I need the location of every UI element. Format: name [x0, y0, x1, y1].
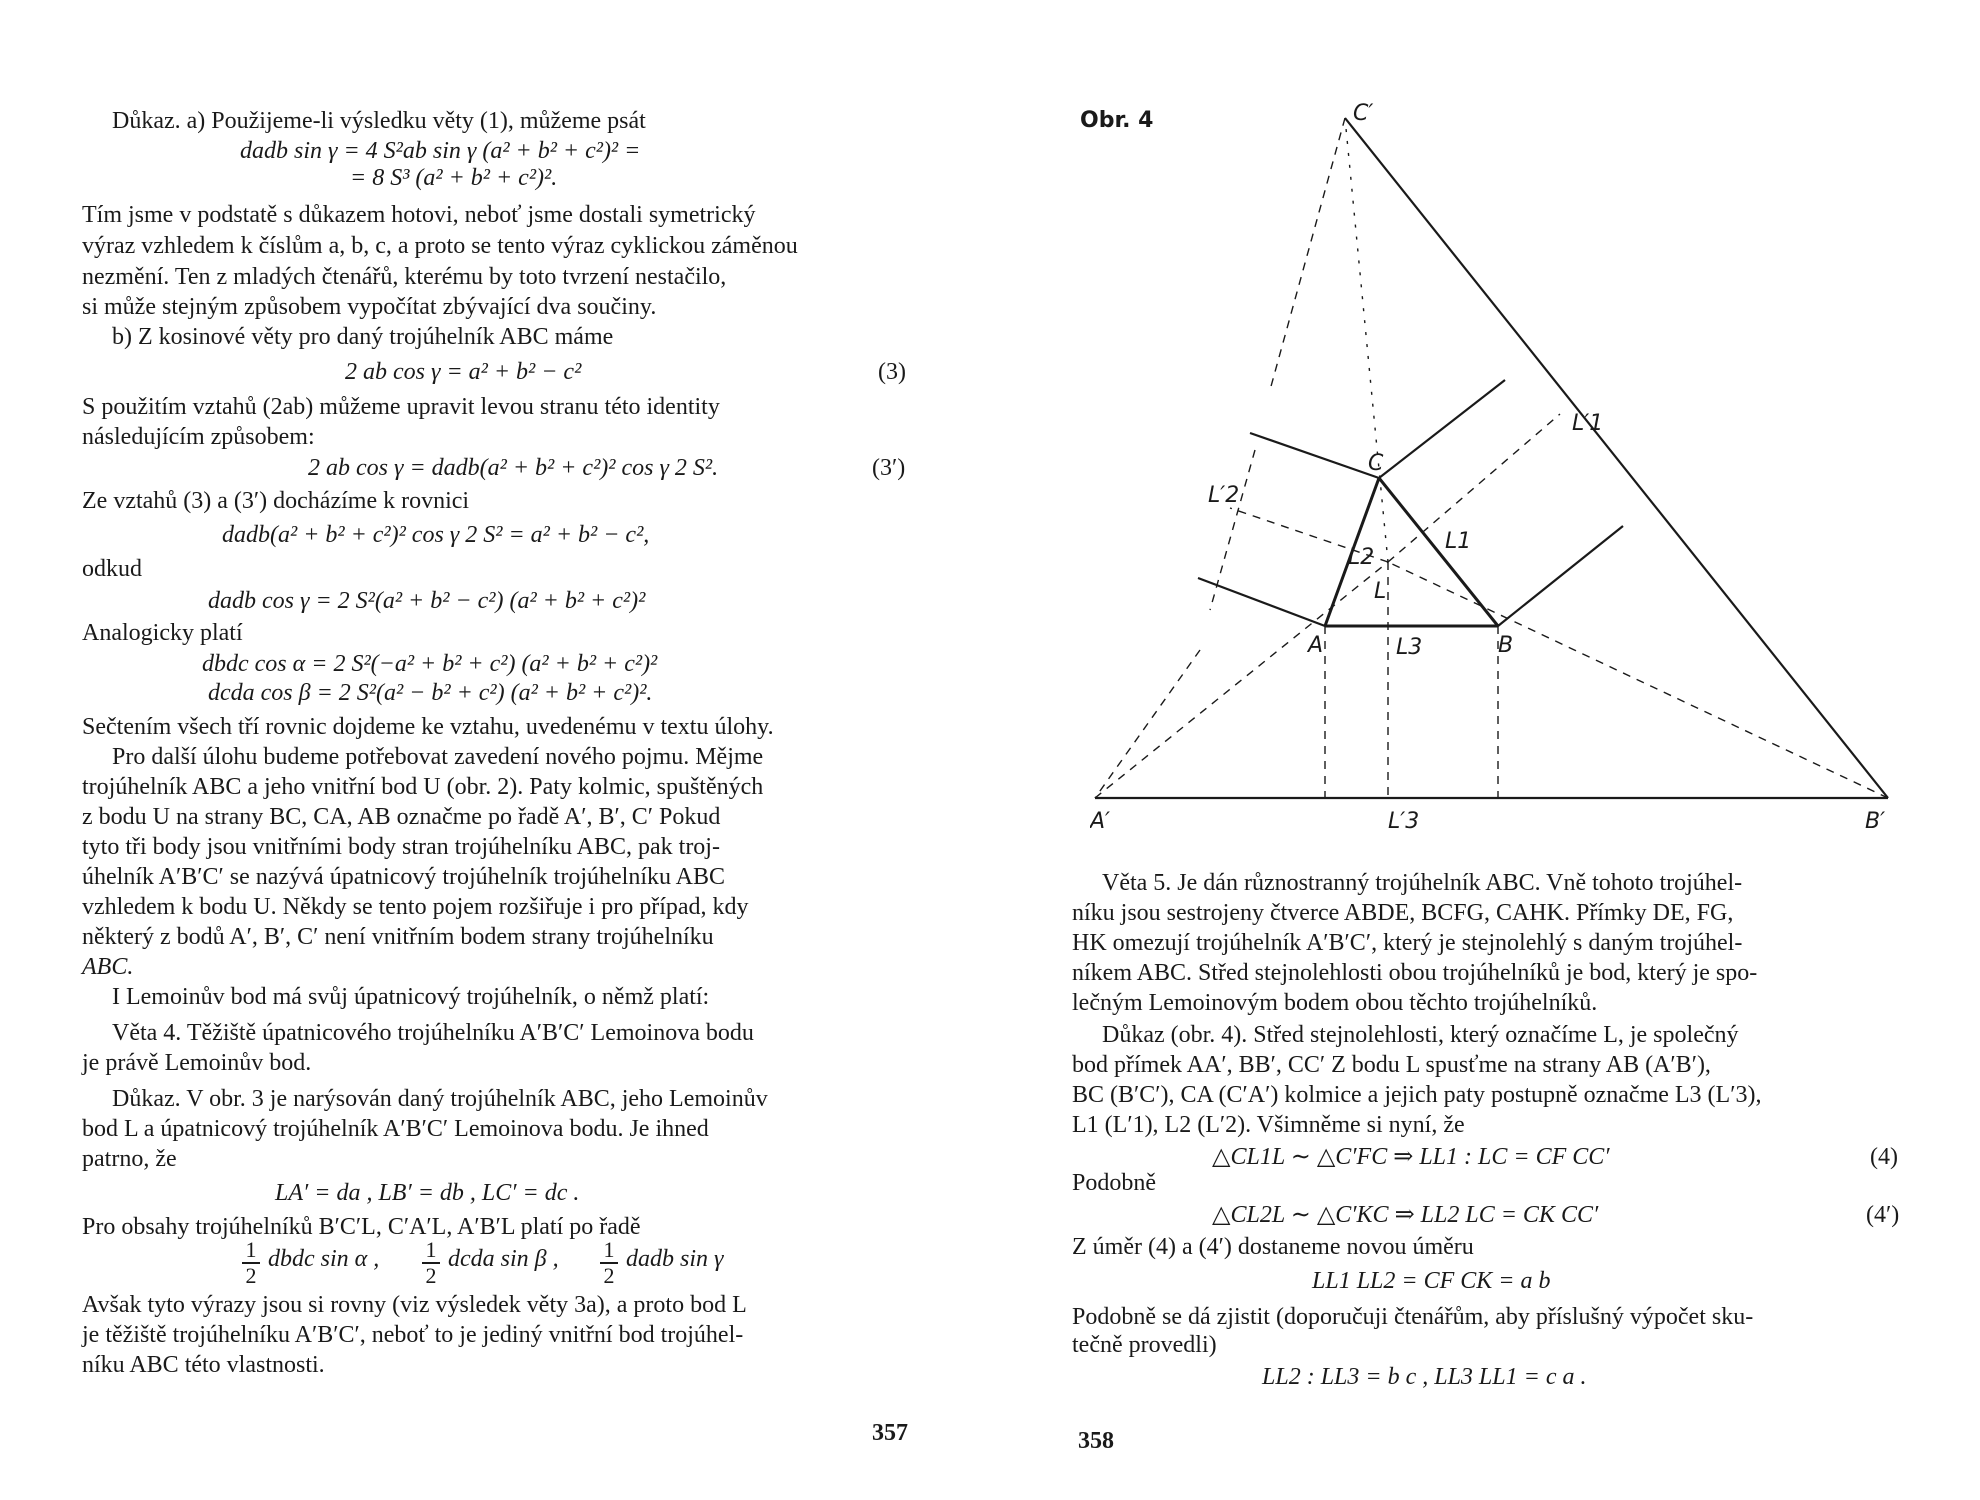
text-line: Ze vztahů (3) a (3′) docházíme k rovnici: [82, 488, 470, 514]
text-line: Tím jsme v podstatě s důkazem hotovi, neboť jsme dostali symetrický: [82, 202, 756, 228]
equation-number: (4′): [1866, 1202, 1900, 1228]
page-358: [990, 0, 1980, 1500]
text-line: trojúhelník ABC a jeho vnitřní bod U (obr. 2). Paty kolmic, spuštěných: [82, 774, 764, 800]
theorem-5-line: níkem ABC. Střed stejnolehlosti obou trojúhelníků je bod, který je spo-: [1072, 960, 1758, 986]
theorem-5-line: HK omezují trojúhelník A′B′C′, který je stejnolehlý s daným trojúhel-: [1072, 930, 1743, 956]
text-line: patrno, že: [82, 1146, 177, 1172]
equation: 2 ab cos γ = dadb(a² + b² + c²)² cos γ 2 S².: [308, 455, 719, 481]
text-line: odkud: [82, 556, 142, 582]
label-l1-prime: L′1: [1572, 411, 1604, 436]
text-line: nezmění. Ten z mladých čtenářů, kterému by toto tvrzení nestačilo,: [82, 264, 727, 290]
text-line: Avšak tyto výrazy jsou si rovny (viz výsledek věty 3a), a proto bod L: [82, 1292, 747, 1318]
page-number: 357: [872, 1420, 908, 1446]
text-line: ABC.: [82, 954, 134, 980]
equation-number: (3′): [872, 455, 906, 481]
text-line: vzhledem k bodu U. Někdy se tento pojem rozšiřuje i pro případ, kdy: [82, 894, 749, 920]
text-line: z bodu U na strany BC, CA, AB označme po řadě A′, B′, C′ Pokud: [82, 804, 721, 830]
label-l1: L1: [1445, 529, 1472, 554]
theorem-4-line: Věta 4. Těžiště úpatnicového trojúhelníku A′B′C′ Lemoinova bodu: [112, 1020, 754, 1046]
theorem-5-line: lečným Lemoinovým bodem obou těchto trojúhelníků.: [1072, 990, 1598, 1016]
text-line: Podobně: [1072, 1170, 1156, 1196]
label-b-prime: B′: [1865, 809, 1886, 834]
label-l3: L3: [1396, 635, 1423, 660]
text-line: bod přímek AA′, BB′, CC′ Z bodu L spusťme na strany AB (A′B′),: [1072, 1052, 1711, 1078]
text-line: tyto tři body jsou vnitřními body stran trojúhelníku ABC, pak troj-: [82, 834, 720, 860]
fraction-denominator: 2: [245, 1263, 257, 1288]
text-line: úhelník A′B′C′ se nazývá úpatnicový trojúhelník trojúhelníku ABC: [82, 864, 726, 890]
fraction-numerator: 1: [603, 1237, 615, 1262]
equation: dcda cos β = 2 S²(a² − b² + c²) (a² + b² + c²)².: [208, 680, 653, 706]
text-line: tečně provedli): [1072, 1332, 1217, 1358]
equation: △CL1L ∼ △C′FC ⇒ LL1 : LC = CF CC′: [1212, 1144, 1610, 1170]
text-line: následujícím způsobem:: [82, 424, 315, 450]
text-line: Pro další úlohu budeme potřebovat zavedení nového pojmu. Mějme: [112, 744, 764, 770]
fraction-denominator: 2: [603, 1263, 615, 1288]
text-line: Podobně se dá zjistit (doporučuji čtenářům, aby příslušný výpočet sku-: [1072, 1304, 1754, 1330]
text-line: Z úměr (4) a (4′) dostaneme novou úměru: [1072, 1234, 1474, 1260]
equation: LL2 : LL3 = b c , LL3 LL1 = c a .: [1262, 1364, 1587, 1390]
text-line: je těžiště trojúhelníku A′B′C′, neboť to je jediný vnitřní bod trojúhel-: [82, 1322, 744, 1348]
label-c: C: [1368, 451, 1384, 476]
label-l2-prime: L′2: [1208, 483, 1240, 508]
equation: dbdc sin α ,: [268, 1246, 380, 1272]
text-line: níku ABC této vlastnosti.: [82, 1352, 325, 1378]
equation: dbdc cos α = 2 S²(−a² + b² + c²) (a² + b² + c²)²: [202, 651, 658, 677]
text-line: Pro obsahy trojúhelníků B′C′L, C′A′L, A′B′L platí po řadě: [82, 1214, 641, 1240]
label-a-prime: A′: [1090, 809, 1111, 834]
text-line: si může stejným způsobem vypočítat zbývající dva součiny.: [82, 294, 657, 320]
text-line: Analogicky platí: [82, 620, 243, 646]
label-b: B: [1498, 633, 1514, 658]
text-line: Důkaz (obr. 4). Střed stejnolehlosti, který označíme L, je společný: [1102, 1022, 1739, 1048]
label-l2: L2: [1348, 545, 1375, 570]
label-l: L: [1374, 579, 1387, 604]
page-number: 358: [1078, 1428, 1114, 1454]
equation: dadb cos γ = 2 S²(a² + b² − c²) (a² + b² + c²)²: [208, 588, 646, 614]
equation: LL1 LL2 = CF CK = a b: [1312, 1268, 1551, 1294]
fraction-denominator: 2: [425, 1263, 437, 1288]
text-line: Důkaz. V obr. 3 je narýsován daný trojúhelník ABC, jeho Lemoinův: [112, 1086, 768, 1112]
equation: 2 ab cos γ = a² + b² − c²: [345, 359, 582, 385]
theorem-5-line: Věta 5. Je dán různostranný trojúhelník ABC. Vně tohoto trojúhel-: [1102, 870, 1743, 896]
text-line: výraz vzhledem k číslům a, b, c, a proto se tento výraz cyklickou záměnou: [82, 233, 798, 259]
text-line: Sečtením všech tří rovnic dojdeme ke vztahu, uvedenému v textu úlohy.: [82, 714, 774, 740]
text-line: Důkaz. a) Použijeme-li výsledku věty (1), můžeme psát: [112, 108, 646, 134]
theorem-4-line: je právě Lemoinův bod.: [82, 1050, 312, 1076]
text-line: některý z bodů A′, B′, C′ není vnitřním bodem strany trojúhelníku: [82, 924, 714, 950]
equation: dadb(a² + b² + c²)² cos γ 2 S² = a² + b² − c²,: [222, 522, 650, 548]
equation-number: (3): [878, 359, 906, 385]
equation: dcda sin β ,: [448, 1246, 559, 1272]
fraction-numerator: 1: [425, 1237, 437, 1262]
text-line: L1 (L′1), L2 (L′2). Všimněme si nyní, že: [1072, 1112, 1465, 1138]
equation: △CL2L ∼ △C′KC ⇒ LL2 LC = CK CC′: [1212, 1202, 1599, 1228]
equation: = 8 S³ (a² + b² + c²)².: [350, 165, 558, 191]
label-c-prime: C′: [1353, 101, 1374, 126]
equation: dadb sin γ = 4 S²ab sin γ (a² + b² + c²)² =: [240, 138, 641, 164]
fraction-numerator: 1: [245, 1237, 257, 1262]
text-line: S použitím vztahů (2ab) můžeme upravit levou stranu této identity: [82, 394, 720, 420]
equation: LA′ = da , LB′ = db , LC′ = dc .: [275, 1180, 580, 1206]
text-line: bod L a úpatnicový trojúhelník A′B′C′ Lemoinova bodu. Je ihned: [82, 1116, 709, 1142]
label-a: A: [1308, 633, 1324, 658]
theorem-5-line: níku jsou sestrojeny čtverce ABDE, BCFG, CAHK. Přímky DE, FG,: [1072, 900, 1734, 926]
equation: dadb sin γ: [626, 1246, 724, 1272]
text-line: b) Z kosinové věty pro daný trojúhelník ABC máme: [112, 324, 614, 350]
equation-number: (4): [1870, 1144, 1898, 1170]
figure-caption: Obr. 4: [1080, 108, 1154, 133]
text-line: BC (B′C′), CA (C′A′) kolmice a jejich paty postupně označme L3 (L′3),: [1072, 1082, 1762, 1108]
label-l3-prime: L′3: [1388, 809, 1420, 834]
text-line: I Lemoinův bod má svůj úpatnicový trojúhelník, o němž platí:: [112, 984, 710, 1010]
